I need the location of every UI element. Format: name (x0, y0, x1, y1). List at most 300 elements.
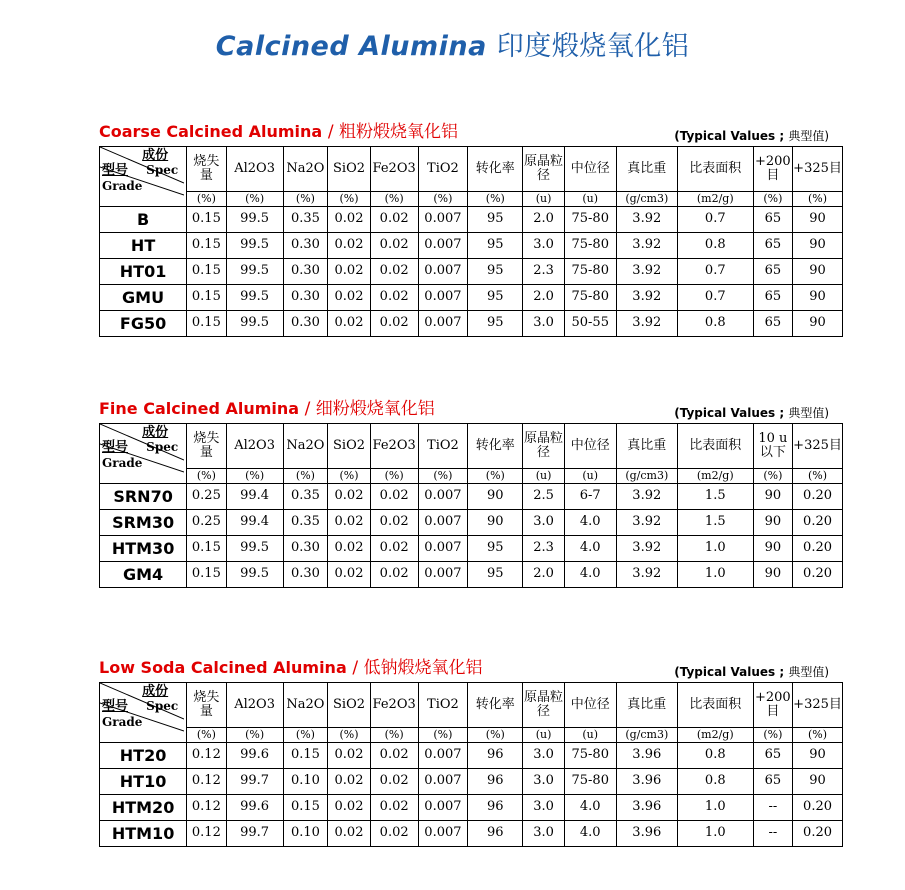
col-header-loss: 烧失量 (187, 424, 226, 469)
unit-al2o3: (%) (226, 469, 283, 484)
value-sio2: 0.02 (328, 795, 371, 821)
unit-size-b: (%) (793, 192, 843, 207)
value-fe2o3: 0.02 (370, 510, 418, 536)
unit-loss: (%) (187, 192, 226, 207)
page-title-en: Calcined Alumina (215, 31, 487, 62)
value-fe2o3: 0.02 (370, 207, 418, 233)
unit-na2o: (%) (283, 728, 328, 743)
corner-grade: Grade (102, 179, 143, 193)
units-row (100, 469, 843, 484)
value-loss: 0.15 (187, 233, 226, 259)
grade-cell: GM4 (100, 562, 187, 588)
table-row (100, 311, 843, 337)
value-fe2o3: 0.02 (370, 743, 418, 769)
value-size-b: 90 (793, 743, 843, 769)
grade-cell: FG50 (100, 311, 187, 337)
table-row (100, 769, 843, 795)
col-header-conversion: 转化率 (468, 147, 523, 192)
value-size-b: 0.20 (793, 536, 843, 562)
col-header-al2o3: Al2O3 (226, 147, 283, 192)
value-fe2o3: 0.02 (370, 795, 418, 821)
grade-cell: B (100, 207, 187, 233)
value-al2o3: 99.5 (226, 207, 283, 233)
unit-true-density: (g/cm3) (616, 728, 677, 743)
value-true-density: 3.92 (616, 562, 677, 588)
value-median-size: 75-80 (564, 207, 616, 233)
corner-component: 成份 (142, 425, 169, 440)
col-header-size-b: +325目 (793, 424, 843, 469)
col-header-na2o: Na2O (283, 147, 328, 192)
value-tio2: 0.007 (418, 510, 468, 536)
value-tio2: 0.007 (418, 743, 468, 769)
value-fe2o3: 0.02 (370, 769, 418, 795)
table-row (100, 233, 843, 259)
value-crystal-size: 3.0 (523, 821, 565, 847)
value-na2o: 0.35 (283, 510, 328, 536)
unit-loss: (%) (187, 469, 226, 484)
col-header-surface-area: 比表面积 (677, 147, 753, 192)
col-header-true-density: 真比重 (616, 683, 677, 728)
page-title-cn: 印度煅烧氧化铝 (496, 31, 690, 62)
section-title (99, 117, 458, 142)
section-header (99, 656, 843, 680)
typical-values-note (674, 404, 829, 421)
typical-values-en: (Typical Values ; (674, 406, 785, 420)
value-median-size: 75-80 (564, 769, 616, 795)
value-size-a: 65 (753, 743, 792, 769)
value-true-density: 3.92 (616, 484, 677, 510)
value-surface-area: 0.7 (677, 207, 753, 233)
col-header-tio2: TiO2 (418, 683, 468, 728)
value-loss: 0.12 (187, 821, 226, 847)
value-na2o: 0.30 (283, 562, 328, 588)
value-sio2: 0.02 (328, 259, 371, 285)
typical-values-en: (Typical Values ; (674, 665, 785, 679)
value-median-size: 4.0 (564, 562, 616, 588)
value-loss: 0.25 (187, 484, 226, 510)
value-tio2: 0.007 (418, 484, 468, 510)
unit-al2o3: (%) (226, 728, 283, 743)
col-header-fe2o3: Fe2O3 (370, 147, 418, 192)
col-header-sio2: SiO2 (328, 147, 371, 192)
value-size-a: 65 (753, 311, 792, 337)
unit-na2o: (%) (283, 192, 328, 207)
value-true-density: 3.96 (616, 743, 677, 769)
section-title (99, 653, 482, 678)
unit-crystal-size: (u) (523, 469, 565, 484)
value-size-b: 90 (793, 769, 843, 795)
corner-component: 成份 (142, 684, 169, 699)
value-size-a: 90 (753, 484, 792, 510)
col-header-median-size: 中位径 (564, 147, 616, 192)
value-size-b: 90 (793, 207, 843, 233)
unit-fe2o3: (%) (370, 469, 418, 484)
header-row (100, 424, 843, 469)
value-na2o: 0.30 (283, 536, 328, 562)
table-row (100, 795, 843, 821)
typical-values-en: (Typical Values ; (674, 129, 785, 143)
value-sio2: 0.02 (328, 821, 371, 847)
corner-spec: Spec (146, 163, 179, 177)
col-header-crystal-size: 原晶粒径 (523, 147, 565, 192)
value-size-a: 65 (753, 285, 792, 311)
value-size-b: 0.20 (793, 484, 843, 510)
value-surface-area: 0.8 (677, 769, 753, 795)
value-crystal-size: 2.3 (523, 536, 565, 562)
value-median-size: 50-55 (564, 311, 616, 337)
value-tio2: 0.007 (418, 207, 468, 233)
value-surface-area: 1.5 (677, 484, 753, 510)
low-soda-section (99, 656, 843, 847)
value-true-density: 3.92 (616, 536, 677, 562)
value-crystal-size: 3.0 (523, 795, 565, 821)
corner-spec: Spec (146, 440, 179, 454)
unit-conversion: (%) (468, 728, 523, 743)
value-size-a: 65 (753, 259, 792, 285)
unit-size-b: (%) (793, 469, 843, 484)
grade-cell: HT01 (100, 259, 187, 285)
value-crystal-size: 2.0 (523, 285, 565, 311)
typical-values-cn: 典型值) (788, 406, 829, 420)
value-na2o: 0.30 (283, 285, 328, 311)
typical-values-cn: 典型值) (788, 129, 829, 143)
table-row (100, 743, 843, 769)
value-size-a: -- (753, 795, 792, 821)
col-header-al2o3: Al2O3 (226, 424, 283, 469)
unit-surface-area: (m2/g) (677, 192, 753, 207)
grade-cell: HT10 (100, 769, 187, 795)
value-median-size: 75-80 (564, 259, 616, 285)
unit-size-a: (%) (753, 469, 792, 484)
section-title-en: Fine Calcined Alumina (99, 399, 300, 418)
unit-size-a: (%) (753, 192, 792, 207)
value-na2o: 0.30 (283, 233, 328, 259)
corner-model: 型号 (102, 699, 129, 714)
col-header-size-a: 10 u以下 (753, 424, 792, 469)
value-surface-area: 1.0 (677, 562, 753, 588)
value-surface-area: 0.7 (677, 259, 753, 285)
value-fe2o3: 0.02 (370, 536, 418, 562)
unit-al2o3: (%) (226, 192, 283, 207)
corner-component: 成份 (142, 148, 169, 163)
value-size-a: 90 (753, 536, 792, 562)
grade-spec-corner (100, 147, 187, 192)
value-conversion: 96 (468, 769, 523, 795)
table-row (100, 285, 843, 311)
value-al2o3: 99.5 (226, 259, 283, 285)
section-title-cn: / 低钠煅烧氧化铝 (352, 658, 483, 678)
unit-tio2: (%) (418, 192, 468, 207)
unit-conversion: (%) (468, 192, 523, 207)
table-row (100, 510, 843, 536)
value-size-a: -- (753, 821, 792, 847)
grade-cell: HTM30 (100, 536, 187, 562)
value-al2o3: 99.6 (226, 743, 283, 769)
col-header-true-density: 真比重 (616, 147, 677, 192)
value-tio2: 0.007 (418, 795, 468, 821)
col-header-conversion: 转化率 (468, 424, 523, 469)
value-na2o: 0.30 (283, 311, 328, 337)
value-true-density: 3.92 (616, 207, 677, 233)
value-sio2: 0.02 (328, 743, 371, 769)
value-size-a: 65 (753, 769, 792, 795)
table-row (100, 259, 843, 285)
page-title (0, 24, 905, 63)
value-surface-area: 1.5 (677, 510, 753, 536)
value-surface-area: 1.0 (677, 795, 753, 821)
col-header-loss: 烧失量 (187, 147, 226, 192)
value-crystal-size: 2.0 (523, 207, 565, 233)
value-crystal-size: 2.0 (523, 562, 565, 588)
unit-size-b: (%) (793, 728, 843, 743)
section-title-en: Coarse Calcined Alumina (99, 122, 323, 141)
section-header (99, 120, 843, 144)
value-crystal-size: 3.0 (523, 743, 565, 769)
fine-section (99, 397, 843, 588)
corner-model: 型号 (102, 440, 129, 455)
unit-sio2: (%) (328, 192, 371, 207)
value-tio2: 0.007 (418, 311, 468, 337)
col-header-surface-area: 比表面积 (677, 424, 753, 469)
value-size-b: 0.20 (793, 562, 843, 588)
value-sio2: 0.02 (328, 207, 371, 233)
units-row (100, 728, 843, 743)
col-header-fe2o3: Fe2O3 (370, 683, 418, 728)
value-loss: 0.12 (187, 795, 226, 821)
section-title-cn: / 细粉煅烧氧化铝 (304, 399, 435, 419)
value-al2o3: 99.6 (226, 795, 283, 821)
units-row (100, 192, 843, 207)
table-row (100, 207, 843, 233)
value-conversion: 95 (468, 562, 523, 588)
grade-cell: HTM10 (100, 821, 187, 847)
value-true-density: 3.96 (616, 795, 677, 821)
value-size-b: 90 (793, 259, 843, 285)
value-conversion: 95 (468, 207, 523, 233)
value-conversion: 95 (468, 285, 523, 311)
col-header-al2o3: Al2O3 (226, 683, 283, 728)
value-loss: 0.15 (187, 259, 226, 285)
value-na2o: 0.30 (283, 259, 328, 285)
value-crystal-size: 3.0 (523, 233, 565, 259)
value-sio2: 0.02 (328, 769, 371, 795)
value-loss: 0.15 (187, 562, 226, 588)
value-median-size: 75-80 (564, 285, 616, 311)
value-true-density: 3.96 (616, 769, 677, 795)
col-header-median-size: 中位径 (564, 683, 616, 728)
col-header-na2o: Na2O (283, 424, 328, 469)
value-conversion: 95 (468, 233, 523, 259)
grade-cell: HT (100, 233, 187, 259)
value-conversion: 95 (468, 259, 523, 285)
unit-median-size: (u) (564, 728, 616, 743)
section-header (99, 397, 843, 421)
value-loss: 0.25 (187, 510, 226, 536)
col-header-conversion: 转化率 (468, 683, 523, 728)
section-title-cn: / 粗粉煅烧氧化铝 (327, 122, 458, 142)
col-header-crystal-size: 原晶粒径 (523, 424, 565, 469)
value-al2o3: 99.4 (226, 484, 283, 510)
value-true-density: 3.92 (616, 510, 677, 536)
unit-fe2o3: (%) (370, 728, 418, 743)
section-title-en: Low Soda Calcined Alumina (99, 658, 347, 677)
typical-values-note (674, 127, 829, 144)
value-sio2: 0.02 (328, 536, 371, 562)
value-al2o3: 99.7 (226, 769, 283, 795)
header-row (100, 147, 843, 192)
value-fe2o3: 0.02 (370, 562, 418, 588)
grade-cell: HT20 (100, 743, 187, 769)
value-al2o3: 99.5 (226, 536, 283, 562)
value-na2o: 0.10 (283, 821, 328, 847)
value-crystal-size: 3.0 (523, 311, 565, 337)
value-fe2o3: 0.02 (370, 233, 418, 259)
value-na2o: 0.35 (283, 207, 328, 233)
value-size-a: 65 (753, 233, 792, 259)
value-size-a: 90 (753, 562, 792, 588)
value-surface-area: 1.0 (677, 821, 753, 847)
value-surface-area: 0.8 (677, 311, 753, 337)
typical-values-note (674, 663, 829, 680)
spec-table (99, 682, 843, 847)
corner-spec: Spec (146, 699, 179, 713)
value-conversion: 95 (468, 536, 523, 562)
value-al2o3: 99.5 (226, 233, 283, 259)
value-sio2: 0.02 (328, 233, 371, 259)
value-sio2: 0.02 (328, 311, 371, 337)
value-crystal-size: 2.3 (523, 259, 565, 285)
value-tio2: 0.007 (418, 562, 468, 588)
value-median-size: 6-7 (564, 484, 616, 510)
value-sio2: 0.02 (328, 562, 371, 588)
unit-tio2: (%) (418, 728, 468, 743)
value-al2o3: 99.4 (226, 510, 283, 536)
value-median-size: 4.0 (564, 510, 616, 536)
unit-conversion: (%) (468, 469, 523, 484)
value-loss: 0.12 (187, 769, 226, 795)
value-size-b: 90 (793, 233, 843, 259)
value-fe2o3: 0.02 (370, 484, 418, 510)
col-header-true-density: 真比重 (616, 424, 677, 469)
value-na2o: 0.10 (283, 769, 328, 795)
value-surface-area: 0.8 (677, 743, 753, 769)
value-al2o3: 99.5 (226, 285, 283, 311)
unit-surface-area: (m2/g) (677, 728, 753, 743)
col-header-median-size: 中位径 (564, 424, 616, 469)
unit-true-density: (g/cm3) (616, 469, 677, 484)
value-median-size: 75-80 (564, 743, 616, 769)
value-loss: 0.15 (187, 536, 226, 562)
value-sio2: 0.02 (328, 285, 371, 311)
value-loss: 0.12 (187, 743, 226, 769)
value-size-b: 0.20 (793, 821, 843, 847)
value-sio2: 0.02 (328, 484, 371, 510)
value-na2o: 0.15 (283, 795, 328, 821)
value-surface-area: 1.0 (677, 536, 753, 562)
table-row (100, 536, 843, 562)
typical-values-cn: 典型值) (788, 665, 829, 679)
unit-size-a: (%) (753, 728, 792, 743)
col-header-na2o: Na2O (283, 683, 328, 728)
value-median-size: 4.0 (564, 821, 616, 847)
spec-table (99, 146, 843, 337)
value-na2o: 0.15 (283, 743, 328, 769)
grade-spec-corner (100, 424, 187, 469)
grade-cell: HTM20 (100, 795, 187, 821)
corner-grade: Grade (102, 456, 143, 470)
grade-cell: SRM30 (100, 510, 187, 536)
value-conversion: 96 (468, 821, 523, 847)
value-size-a: 65 (753, 207, 792, 233)
corner-model: 型号 (102, 163, 129, 178)
col-header-tio2: TiO2 (418, 424, 468, 469)
col-header-sio2: SiO2 (328, 424, 371, 469)
spec-table (99, 423, 843, 588)
unit-sio2: (%) (328, 469, 371, 484)
value-true-density: 3.92 (616, 311, 677, 337)
unit-median-size: (u) (564, 192, 616, 207)
value-loss: 0.15 (187, 207, 226, 233)
unit-median-size: (u) (564, 469, 616, 484)
unit-fe2o3: (%) (370, 192, 418, 207)
col-header-size-b: +325目 (793, 147, 843, 192)
unit-surface-area: (m2/g) (677, 469, 753, 484)
value-true-density: 3.92 (616, 285, 677, 311)
value-al2o3: 99.5 (226, 562, 283, 588)
value-true-density: 3.92 (616, 259, 677, 285)
unit-crystal-size: (u) (523, 192, 565, 207)
value-tio2: 0.007 (418, 769, 468, 795)
value-loss: 0.15 (187, 311, 226, 337)
value-size-b: 0.20 (793, 510, 843, 536)
value-size-a: 90 (753, 510, 792, 536)
col-header-surface-area: 比表面积 (677, 683, 753, 728)
col-header-size-a: +200目 (753, 683, 792, 728)
value-surface-area: 0.8 (677, 233, 753, 259)
table-row (100, 821, 843, 847)
value-median-size: 4.0 (564, 795, 616, 821)
corner-grade: Grade (102, 715, 143, 729)
unit-na2o: (%) (283, 469, 328, 484)
col-header-sio2: SiO2 (328, 683, 371, 728)
value-crystal-size: 2.5 (523, 484, 565, 510)
value-conversion: 90 (468, 510, 523, 536)
value-crystal-size: 3.0 (523, 510, 565, 536)
coarse-section (99, 120, 843, 337)
col-header-loss: 烧失量 (187, 683, 226, 728)
value-fe2o3: 0.02 (370, 259, 418, 285)
value-na2o: 0.35 (283, 484, 328, 510)
value-fe2o3: 0.02 (370, 821, 418, 847)
value-conversion: 95 (468, 311, 523, 337)
value-median-size: 4.0 (564, 536, 616, 562)
value-loss: 0.15 (187, 285, 226, 311)
unit-tio2: (%) (418, 469, 468, 484)
value-tio2: 0.007 (418, 233, 468, 259)
section-title (99, 394, 435, 419)
value-size-b: 0.20 (793, 795, 843, 821)
value-al2o3: 99.5 (226, 311, 283, 337)
value-true-density: 3.92 (616, 233, 677, 259)
value-conversion: 96 (468, 743, 523, 769)
table-row (100, 562, 843, 588)
value-true-density: 3.96 (616, 821, 677, 847)
value-tio2: 0.007 (418, 821, 468, 847)
unit-crystal-size: (u) (523, 728, 565, 743)
value-fe2o3: 0.02 (370, 285, 418, 311)
value-tio2: 0.007 (418, 285, 468, 311)
value-conversion: 90 (468, 484, 523, 510)
